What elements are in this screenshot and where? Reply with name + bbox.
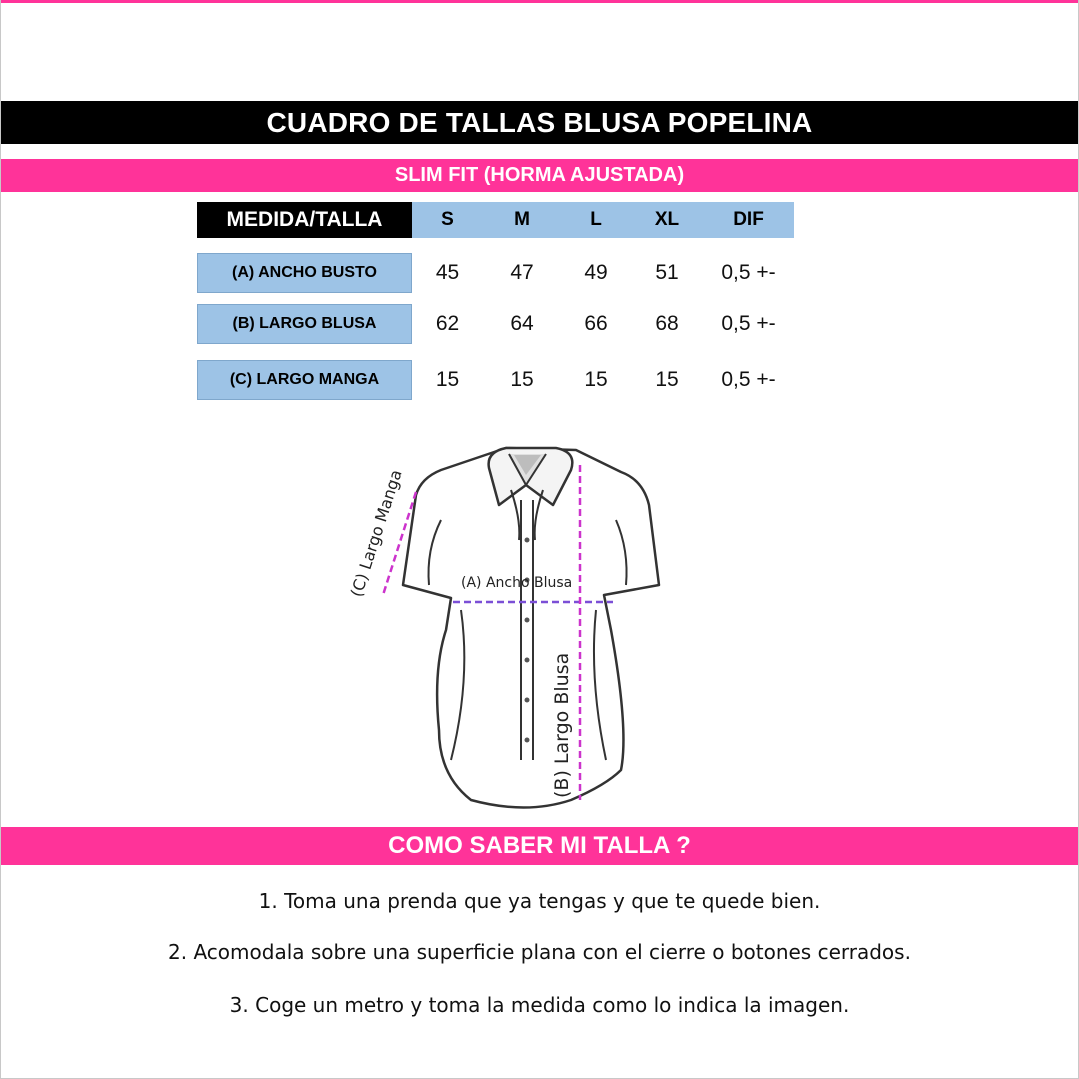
column-header-xl: XL bbox=[631, 202, 703, 238]
shirt-outline-icon bbox=[403, 448, 659, 808]
table-cell: 51 bbox=[655, 261, 679, 284]
table-cell: 66 bbox=[584, 312, 608, 335]
page-title: CUADRO DE TALLAS BLUSA POPELINA bbox=[1, 101, 1078, 144]
table-cell: 62 bbox=[435, 312, 460, 335]
column-header-m: M bbox=[483, 202, 561, 238]
instruction-step-3: 3. Coge un metro y toma la medida como lo indica la imagen. bbox=[229, 993, 850, 1017]
table-cell: 15 bbox=[510, 368, 534, 391]
label-largo-blusa: (B) Largo Blusa bbox=[551, 652, 573, 798]
table-cell: 15 bbox=[655, 368, 679, 391]
table-cell: 64 bbox=[510, 312, 534, 335]
label-ancho-blusa: (A) Ancho Blusa bbox=[461, 575, 573, 591]
table-cell: 47 bbox=[510, 261, 534, 284]
top-border bbox=[1, 0, 1078, 3]
instruction-step-1: 1. Toma una prenda que ya tengas y que te quede bien. bbox=[258, 889, 821, 913]
table-cell: 0,5 +- bbox=[721, 261, 776, 284]
column-header-s: S bbox=[412, 202, 483, 238]
column-header-dif: DIF bbox=[703, 202, 794, 238]
shirt-diagram bbox=[321, 430, 721, 810]
table-cell: 49 bbox=[584, 261, 608, 284]
table-cell: 0,5 +- bbox=[721, 368, 776, 391]
table-cell: 45 bbox=[435, 261, 460, 284]
table-cell: 0,5 +- bbox=[721, 312, 776, 335]
table-cell: 15 bbox=[584, 368, 608, 391]
row-label-largo-blusa: (B) LARGO BLUSA bbox=[197, 304, 412, 344]
fit-subtitle: SLIM FIT (HORMA AJUSTADA) bbox=[1, 159, 1078, 192]
column-header-l: L bbox=[561, 202, 631, 238]
table-cell: 15 bbox=[435, 368, 460, 391]
label-largo-manga: (C) Largo Manga bbox=[346, 467, 406, 600]
table-cell: 68 bbox=[655, 312, 679, 335]
table-corner-header: MEDIDA/TALLA bbox=[197, 202, 412, 238]
instruction-step-2: 2. Acomodala sobre una superficie plana con el cierre o botones cerrados. bbox=[168, 940, 911, 964]
howto-title: COMO SABER MI TALLA ? bbox=[1, 827, 1078, 865]
row-label-largo-manga: (C) LARGO MANGA bbox=[197, 360, 412, 400]
row-label-ancho-busto: (A) ANCHO BUSTO bbox=[197, 253, 412, 293]
